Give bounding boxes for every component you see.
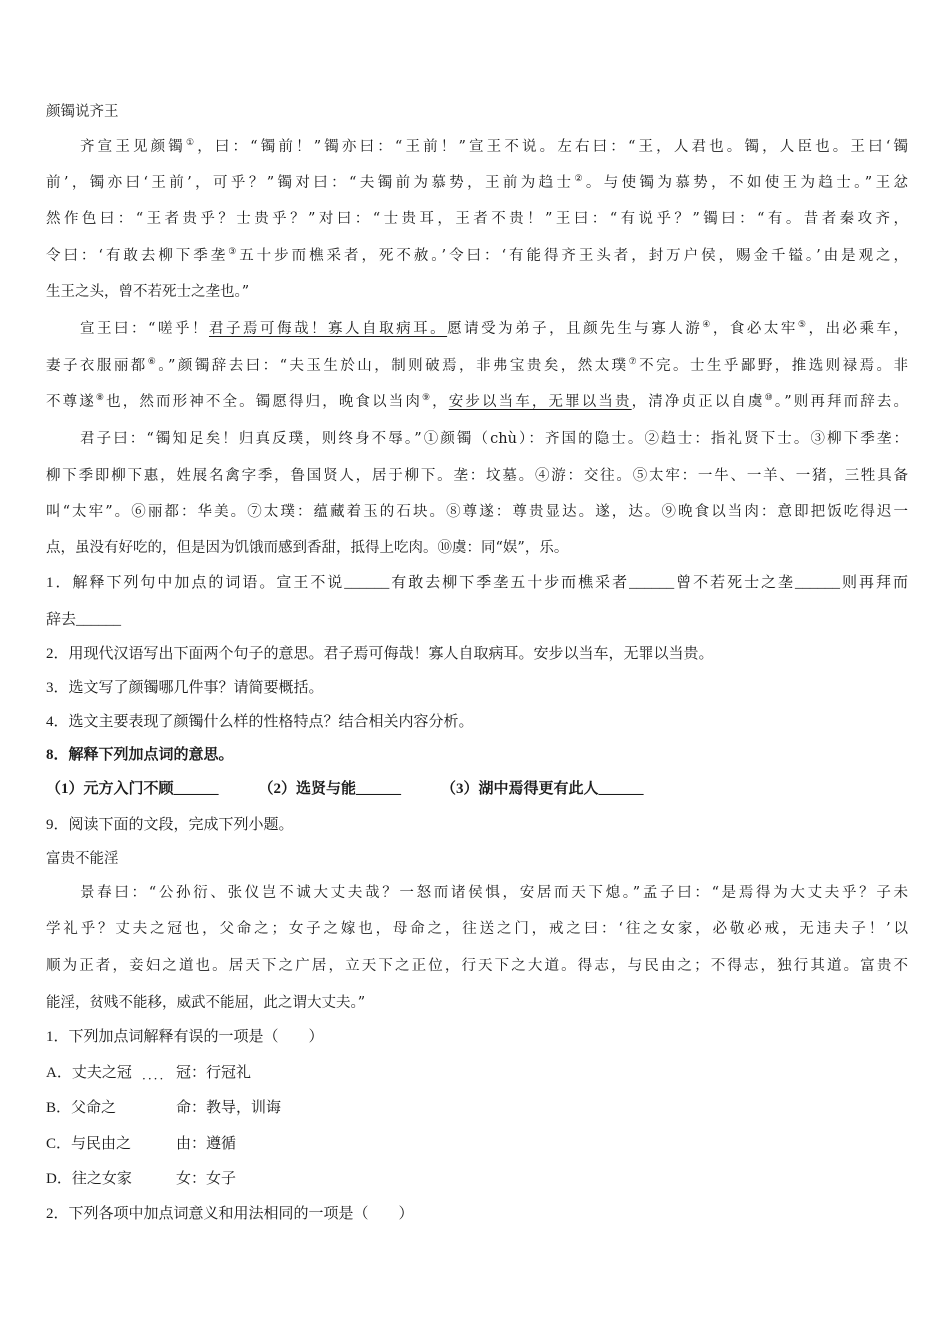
footnote-line: 柳下季即柳下惠，姓展名禽字季，鲁国贤人，居于柳下。垄：坟墓。④游：交往。⑤太牢：一牛、一羊、一猪，三牲具备 — [46, 468, 908, 484]
passage-paragraph-line: 齐宣王见颜镯①，曰：“镯前！”镯亦曰：“王前！”宣王不说。左右曰：“王，人君也。镯，人臣也。王曰‘镯 — [80, 138, 909, 155]
footnote-marker: ⑤ — [797, 320, 809, 330]
footnote-line: 点，虽没有好吃的，但是因为饥饿而感到香甜，抵得上吃肉。⑩虞：同“娱”，乐。 — [46, 540, 569, 556]
question-3: 3．选文写了颜镯哪几件事？请简要概括。 — [46, 680, 324, 696]
underlined-sentence: 君子焉可侮哉！寡人自取病耳。 — [208, 321, 448, 337]
footnote-marker: ⑩ — [764, 393, 775, 403]
passage-paragraph-line: 景春曰：“公孙衍、张仪岂不诚大丈夫哉？一怒而诸侯惧，安居而天下熄。”孟子曰：“是焉得为大丈夫乎？子未 — [80, 885, 908, 901]
question-8-item-1: （1）元方入门不顾______ — [46, 781, 219, 797]
passage-paragraph-line: 妻子衣服丽都⑥。”颜镯辞去曰：“夫玉生於山，制则破焉，非弗宝贵矣，然太璞⑦不完。士生乎鄙野，推选则禄焉。非 — [46, 357, 908, 374]
passage-title: 富贵不能淫 — [46, 851, 119, 867]
option-d: D．往之女家 女：女子 — [46, 1171, 237, 1187]
question-1: 1．解释下列句中加点的词语。宣王不说______有敢去柳下季垄五十步而樵采者______曾不若死士之垄______则再拜而 — [46, 575, 908, 591]
question-8-item-2: （2）选贤与能______ — [258, 781, 402, 797]
question-1-continued: 辞去______ — [46, 612, 122, 628]
footnote-marker: ⑨ — [421, 393, 433, 403]
question-8-title: 8．解释下列加点词的意思。 — [46, 747, 234, 763]
footnote-marker: ⑦ — [628, 357, 640, 367]
passage-paragraph-line: 能淫，贫贱不能移，威武不能屈，此之谓大丈夫。” — [46, 995, 366, 1011]
footnote-marker: ② — [574, 174, 586, 184]
passage-paragraph-line: 前’，镯亦曰‘王前’，可乎？”镯对曰：“夫镯前为慕势，王前为趋士②。与使镯为慕势，不如使王为趋士。”王忿 — [46, 174, 908, 191]
question-2: 2．用现代汉语写出下面两个句子的意思。君子焉可侮哉！寡人自取病耳。安步以当车，无罪以当贵。 — [46, 646, 714, 662]
question-9: 9．阅读下面的文段，完成下列小题。 — [46, 817, 294, 833]
option-c: C．与民由之 由：遵循 — [46, 1136, 237, 1152]
passage-paragraph-line: 宣王曰：“嗟乎！君子焉可侮哉！寡人自取病耳。愿请受为弟子，且颜先生与寡人游④，食必太牢⑤，出必乘车， — [80, 320, 908, 337]
footnote-marker: ⑥ — [147, 357, 159, 367]
passage-paragraph-line: 顺为正者，妾妇之道也。居天下之广居，立天下之正位，行天下之大道。得志，与民由之；不得志，独行其道。富贵不 — [46, 958, 908, 974]
emphasis-dots: ···· — [142, 1072, 166, 1086]
footnote-marker: ⑧ — [95, 393, 107, 403]
option-a: A．丈夫之冠 冠：行冠礼 — [46, 1065, 252, 1081]
subquestion-1: 1．下列加点词解释有误的一项是（ ） — [46, 1029, 324, 1045]
passage-paragraph-line: 生王之头，曾不若死士之垄也。” — [46, 284, 250, 300]
passage-paragraph-line: 然作色曰：“王者贵乎？士贵乎？”对曰：“士贵耳，王者不贵！”王曰：“有说乎？”镯曰：“有。昔者秦攻齐， — [46, 211, 908, 227]
footnote-marker: ③ — [228, 247, 240, 257]
footnote-line: 君子曰：“镯知足矣！归真反璞，则终身不辱。”①颜镯（chù）：齐国的隐士。②趋士：指礼贤下士。③柳下季垄： — [80, 431, 908, 447]
footnote-marker: ④ — [702, 320, 713, 330]
footnote-line: 叫“太牢”。⑥丽都：华美。⑦太璞：蕴藏着玉的石块。⑧尊遂：尊贵显达。遂，达。⑨晚食以当肉：意即把饭吃得迟一 — [46, 504, 908, 520]
passage-paragraph-line: 令曰：‘有敢去柳下季垄③五十步而樵采者，死不赦。’令曰：‘有能得齐王头者，封万户侯，赐金千镒。’由是观之， — [46, 247, 908, 264]
question-4: 4．选文主要表现了颜镯什么样的性格特点？结合相关内容分析。 — [46, 714, 474, 730]
underlined-sentence: 安步以当车，无罪以当贵 — [448, 394, 632, 410]
passage-paragraph-line: 学礼乎？丈夫之冠也，父命之；女子之嫁也，母命之，往送之门，戒之曰：‘往之女家，必敬必戒，无违夫子！’以 — [46, 921, 908, 937]
footnote-marker: ① — [185, 138, 198, 148]
passage-title: 颜镯说齐王 — [46, 104, 119, 120]
subquestion-2: 2．下列各项中加点词意义和用法相同的一项是（ ） — [46, 1206, 414, 1222]
question-8-item-3: （3）湖中焉得更有此人______ — [441, 781, 644, 797]
question-8-items — [46, 778, 644, 800]
passage-paragraph-line: 不尊遂⑧也，然而形神不全。镯愿得归，晚食以当肉⑨，安步以当车，无罪以当贵，清净贞正以自虞⑩。”则再拜而辞去。 — [46, 393, 909, 410]
option-b: B．父命之 命：教导，训诲 — [46, 1100, 282, 1116]
